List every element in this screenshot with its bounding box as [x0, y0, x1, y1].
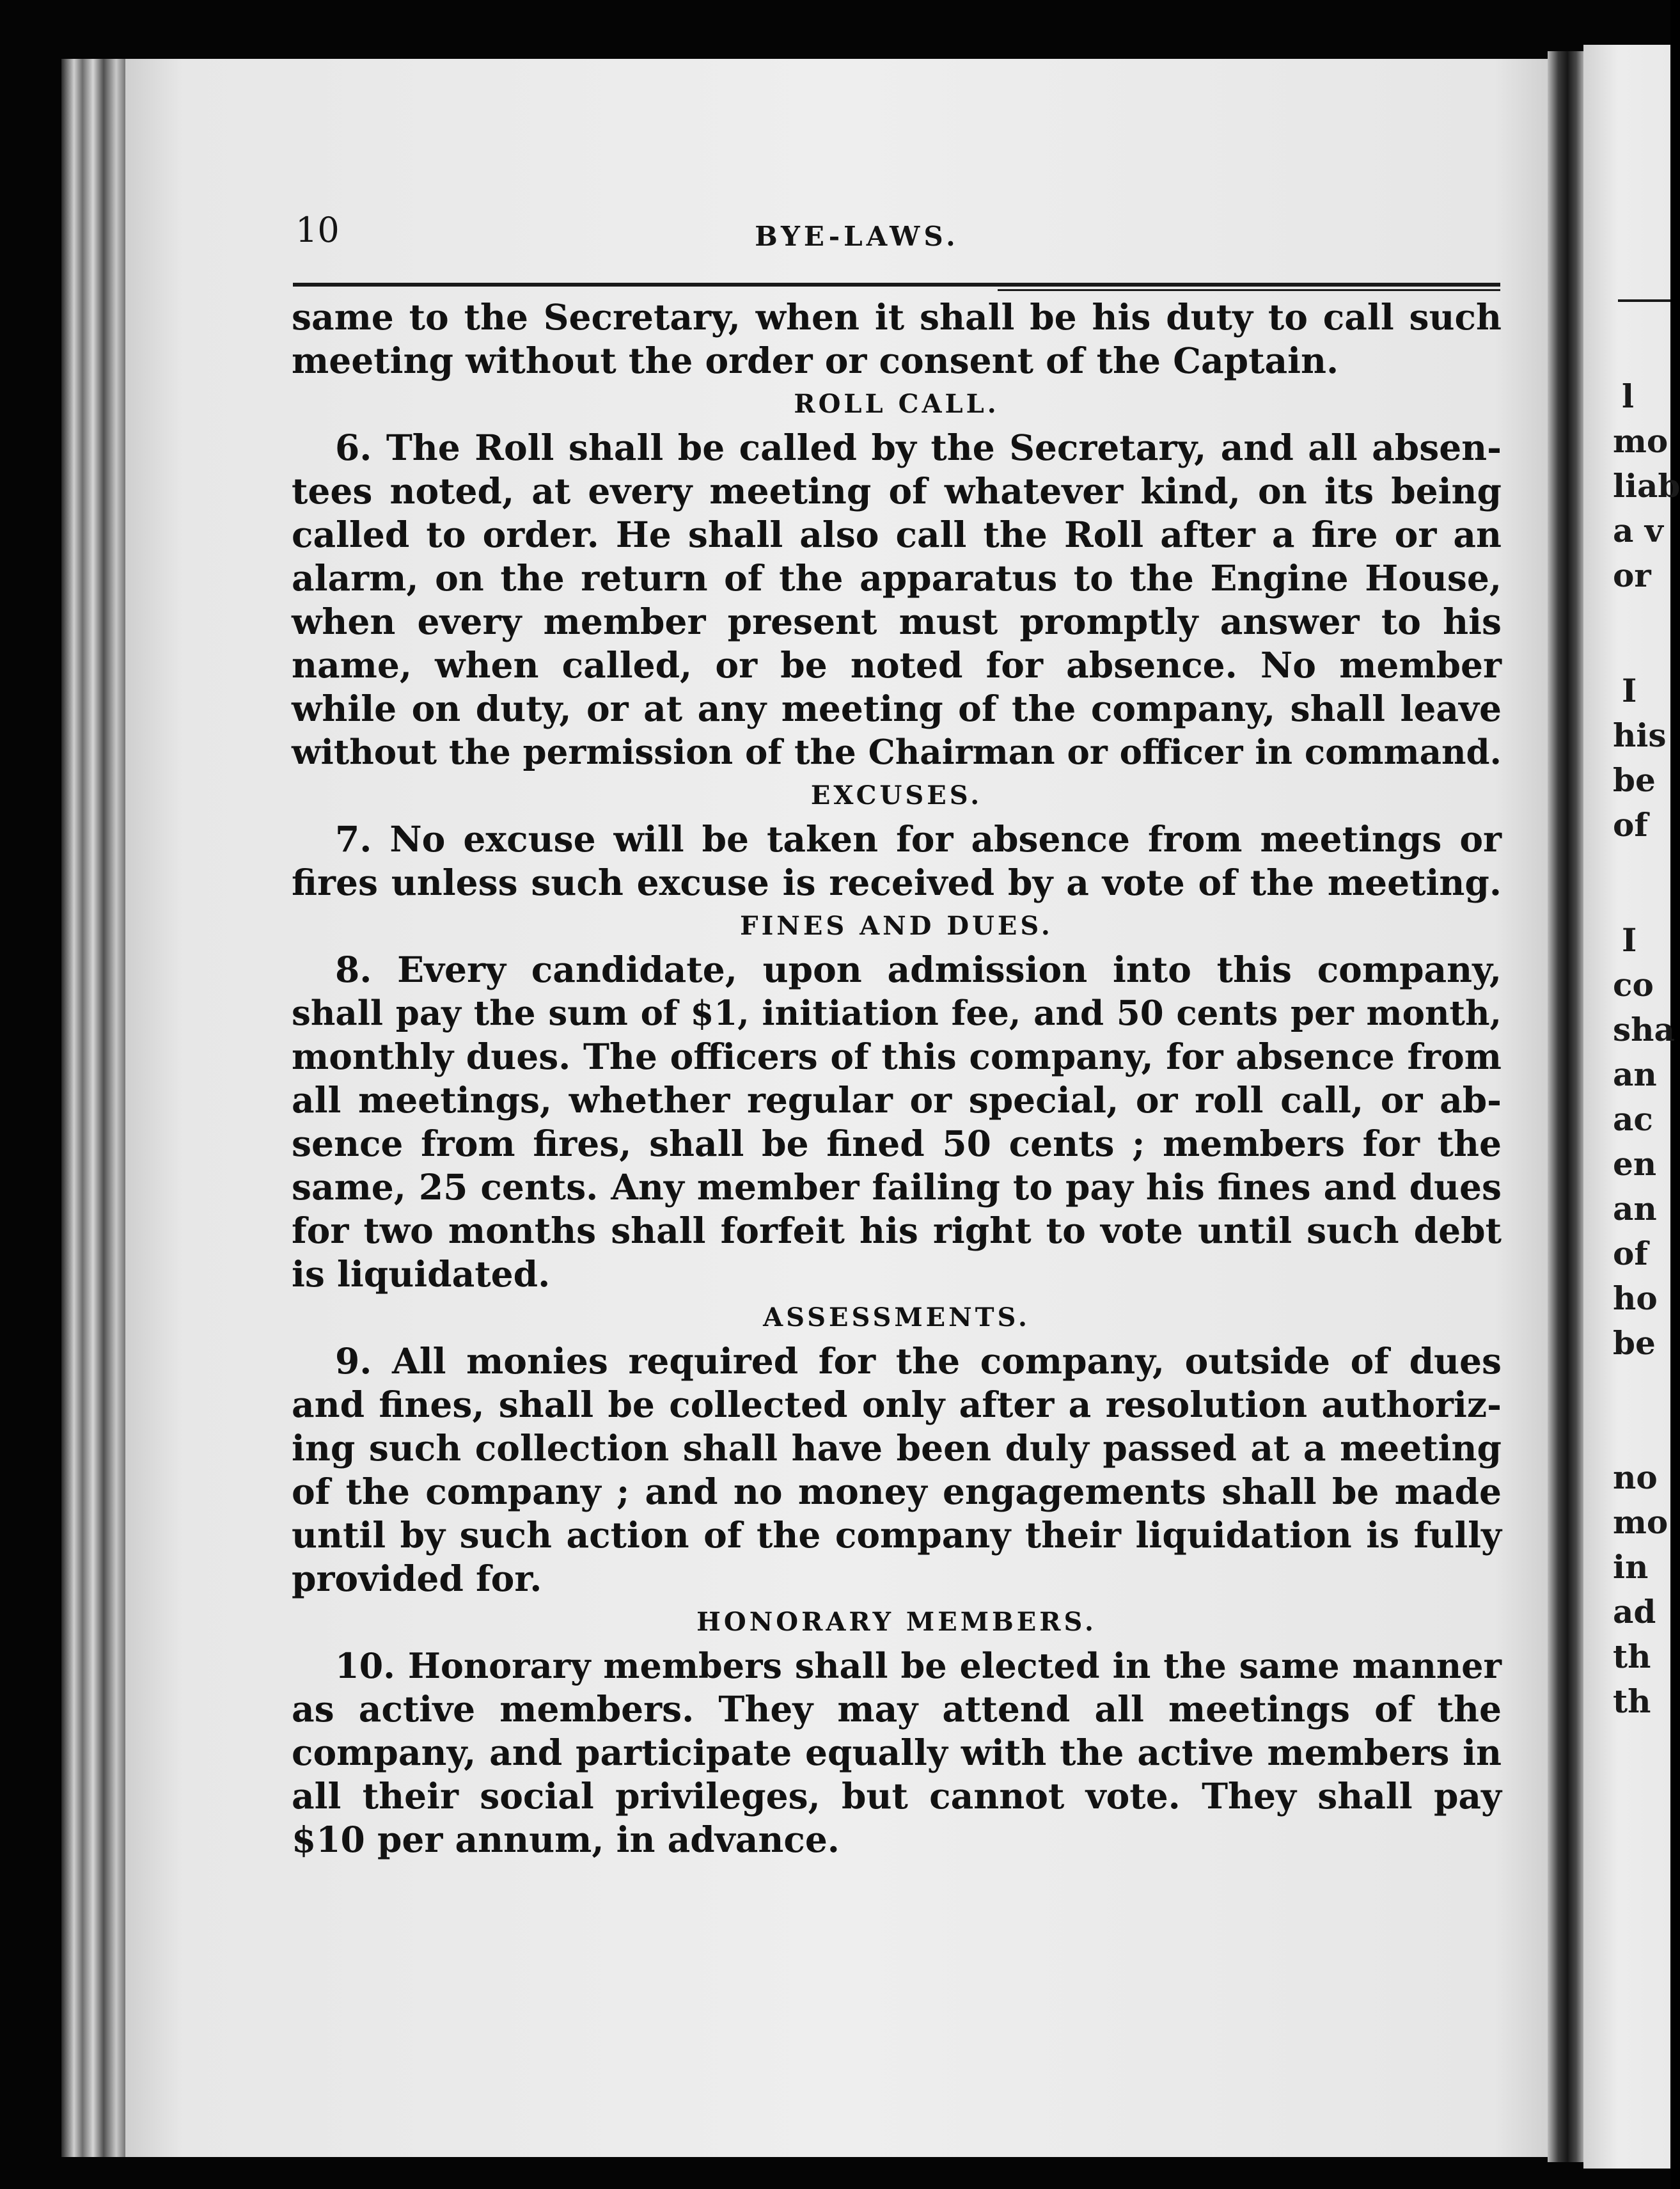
- right-page-fragment: be: [1613, 761, 1656, 799]
- text-line: without the permission of the Chairman or officer in command.: [292, 732, 1502, 772]
- text-line: all meetings, whether regular or special, or roll call, or ab-: [292, 1079, 1502, 1121]
- right-page-fragment: mo: [1613, 1503, 1668, 1541]
- right-page-fragment: mo: [1613, 422, 1668, 460]
- right-page-fragment: liab: [1613, 467, 1680, 505]
- text-line: tees noted, at every meeting of whatever kind, on its being: [292, 470, 1502, 512]
- right-page-fragment: his: [1613, 716, 1667, 754]
- header-rule: [293, 283, 1500, 287]
- right-page-fragment: a v: [1613, 512, 1663, 549]
- section-heading-roll-call: ROLL CALL.: [794, 389, 1000, 419]
- right-page-fragment: no: [1613, 1458, 1658, 1496]
- text-line: for two months shall forfeit his right to vote until such debt: [292, 1210, 1502, 1251]
- text-line: company, and participate equally with the active members in: [292, 1732, 1502, 1773]
- right-page-fragment: of: [1613, 806, 1648, 844]
- right-page-fragment: or: [1613, 557, 1651, 594]
- text-line: while on duty, or at any meeting of the company, shall leave: [292, 688, 1502, 729]
- right-page-fragment: en: [1613, 1145, 1657, 1183]
- text-line: meeting without the order or consent of the Captain.: [292, 340, 1339, 381]
- page-number: 10: [295, 210, 340, 250]
- running-title: BYE-LAWS.: [755, 221, 959, 252]
- book-gutter: [1548, 51, 1583, 2162]
- right-page-fragment: I: [1622, 921, 1637, 959]
- text-line: sence from fires, shall be fined 50 cents ; members for the: [292, 1123, 1502, 1164]
- text-line: until by such action of the company their liquidation is fully: [292, 1514, 1502, 1556]
- text-line: $10 per annum, in advance.: [292, 1819, 840, 1860]
- right-page-fragment: th: [1613, 1638, 1651, 1675]
- right-page-fragment: an: [1613, 1190, 1657, 1228]
- text-line: is liquidated.: [292, 1253, 551, 1295]
- text-line: of the company ; and no money engagements shall be made: [292, 1471, 1502, 1512]
- text-line: 10. Honorary members shall be elected in the same manner: [335, 1645, 1502, 1686]
- header-rule-secondary: [998, 289, 1500, 291]
- page-body: [292, 296, 1502, 1861]
- text-line: name, when called, or be noted for absence. No member: [292, 644, 1502, 686]
- section-heading-fines-and-dues: FINES AND DUES.: [740, 911, 1053, 941]
- section-heading-honorary-members: HONORARY MEMBERS.: [696, 1607, 1097, 1637]
- right-page-fragment: an: [1613, 1055, 1657, 1093]
- right-page-fragment: I: [1622, 672, 1637, 709]
- right-page-fragment: th: [1613, 1682, 1651, 1720]
- section-heading-excuses: EXCUSES.: [810, 780, 983, 810]
- right-page-fragment: co: [1613, 966, 1654, 1004]
- text-line: alarm, on the return of the apparatus to the Engine House,: [292, 557, 1502, 599]
- text-line: shall pay the sum of $1, initiation fee, and 50 cents per month,: [292, 993, 1502, 1033]
- right-page-fragment: sha: [1613, 1011, 1675, 1048]
- text-line: same, 25 cents. Any member failing to pay his fines and dues: [292, 1166, 1502, 1208]
- right-page-fragment: ac: [1613, 1100, 1653, 1138]
- text-line: fires unless such excuse is received by a vote of the meeting.: [292, 862, 1502, 903]
- right-page-fragment: be: [1613, 1324, 1656, 1362]
- right-page-fragment: ad: [1613, 1593, 1656, 1631]
- right-page-header-rule: [1618, 299, 1670, 302]
- text-line: all their social privileges, but cannot vote. They shall pay: [292, 1775, 1502, 1817]
- right-page-fragment: of: [1613, 1235, 1648, 1272]
- text-line: monthly dues. The officers of this company, for absence from: [292, 1036, 1502, 1077]
- section-heading-assessments: ASSESSMENTS.: [763, 1302, 1030, 1332]
- text-line: ing such collection shall have been duly passed at a meeting: [292, 1427, 1502, 1469]
- text-line: when every member present must promptly answer to his: [292, 601, 1502, 642]
- right-page-fragment: ho: [1613, 1279, 1658, 1317]
- text-line: provided for.: [292, 1558, 542, 1599]
- text-line: 8. Every candidate, upon admission into this company,: [335, 949, 1502, 990]
- text-line: as active members. They may attend all meetings of the: [292, 1688, 1502, 1730]
- right-page-fragment: in: [1613, 1548, 1649, 1586]
- right-page-fragment: l: [1622, 377, 1634, 415]
- text-line: called to order. He shall also call the Roll after a fire or an: [292, 514, 1502, 555]
- text-line: 7. No excuse will be taken for absence from meetings or: [335, 818, 1502, 860]
- text-line: 6. The Roll shall be called by the Secretary, and all absen-: [335, 427, 1502, 468]
- text-line: 9. All monies required for the company, outside of dues: [335, 1340, 1502, 1382]
- text-line: same to the Secretary, when it shall be his duty to call such: [292, 296, 1502, 338]
- book-page-edges: [61, 59, 132, 2157]
- text-line: and fines, shall be collected only after a resolution authoriz-: [292, 1384, 1502, 1425]
